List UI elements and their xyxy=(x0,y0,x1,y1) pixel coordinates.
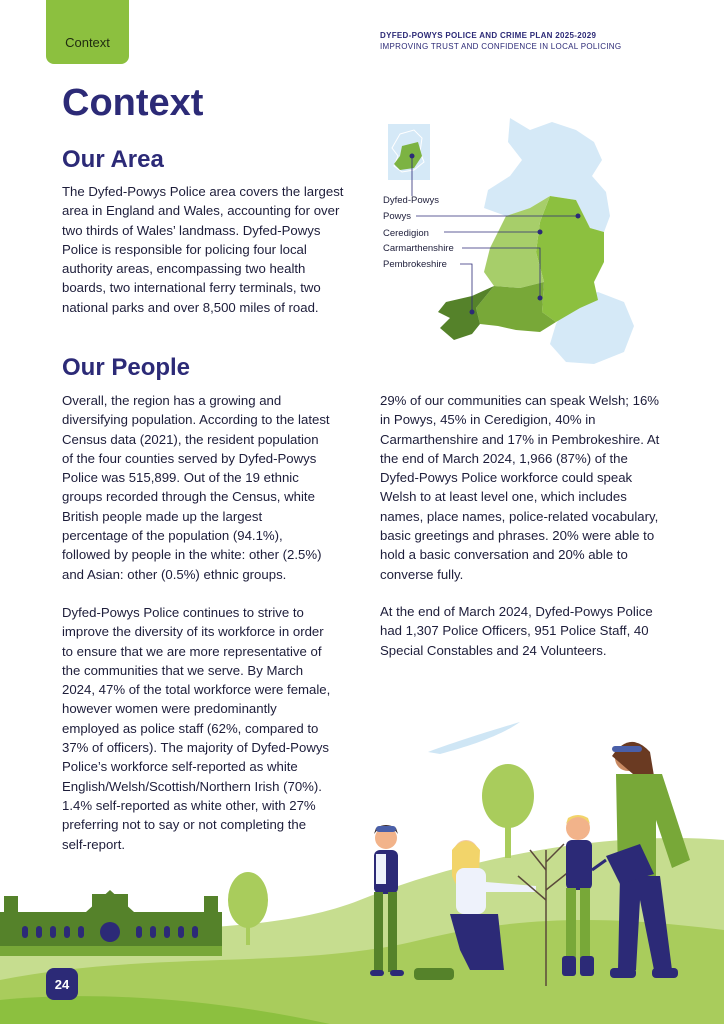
cloud-streak xyxy=(428,722,520,754)
page-title: Context xyxy=(62,82,204,124)
header-subtitle: IMPROVING TRUST AND CONFIDENCE IN LOCAL POLICING xyxy=(380,42,622,51)
workforce-diversity-paragraph: Dyfed-Powys Police continues to strive to improve the diversity of its workforce in order to ensure that we are more representative of the communities that we serve. By March 2024, 47% of the total workforce were female, however women were predominantly employed as police staff (62%, compared to 37% of officers). The majority of Dyfed-Powys Police’s workforce self-reported as white English/Welsh/Scottish/Northern Irish (70%). 1.4% self-reported as white other, with 27% preferring not to say or not completing the self-report. xyxy=(62,605,331,852)
section-tab xyxy=(46,0,129,64)
ceredigion-marker xyxy=(538,230,543,235)
population-paragraph: Overall, the region has a growing and diversifying population. According to the latest Census data (2021), the resident population of the four counties served by Dyfed-Powys Police was 515,899. Out of the 19 ethnic groups recorded through the Census, white British people made up the largest percentage of the population (94.1%), followed by people in the white: other (2.5%) and Asian: other (0.5%) ethnic groups. xyxy=(62,393,330,582)
header-plan-title: DYFED-POWYS POLICE AND CRIME PLAN 2025-2029 xyxy=(380,31,597,40)
map-label-dyfed-powys: Dyfed-Powys xyxy=(383,195,439,206)
welsh-language-paragraph: 29% of our communities can speak Welsh; 16% in Powys, 45% in Ceredigion, 40% in Carmarthenshire and 17% in Pembrokeshire. At the end of March 2024, 1,966 (87%) of the Dyfed-Powys Police workforce could speak Welsh to at least level one, which includes names, place names, police-related vocabulary, basic greetings and phrases. 20% were able to hold a basic conversation and 20% able to converse fully. xyxy=(380,393,660,582)
building-icon xyxy=(0,890,222,956)
middle-tree-trunk xyxy=(505,818,511,858)
page-number-badge xyxy=(46,968,78,1000)
our-people-heading: Our People xyxy=(62,354,191,381)
map-label-ceredigion: Ceredigion xyxy=(383,228,429,239)
map-label-carmarthenshire: Carmarthenshire xyxy=(383,243,454,254)
our-area-heading: Our Area xyxy=(62,146,164,173)
our-area-paragraph: The Dyfed-Powys Police area covers the largest area in England and Wales, accounting for over two thirds of Wales’ landmass. Dyfed-Powys Police is responsible for policing four local authority areas, encompassing two health boards, two international ferry terminals, two national parks and over 8,500 miles of road. xyxy=(62,184,344,315)
community-planting-illustration xyxy=(0,700,724,1024)
powys-marker xyxy=(576,214,581,219)
map-label-pembrokeshire: Pembrokeshire xyxy=(383,259,447,270)
left-tree-trunk xyxy=(246,915,250,945)
wales-map xyxy=(380,112,640,372)
workforce-numbers-paragraph: At the end of March 2024, Dyfed-Powys Police had 1,307 Police Officers, 951 Police Staff, 40 Special Constables and 24 Volunteers. xyxy=(380,604,653,658)
page-number: 24 xyxy=(54,976,70,992)
map-label-powys: Powys xyxy=(383,211,411,222)
section-tab-label: Context xyxy=(65,35,110,50)
document-header xyxy=(380,30,621,52)
carmarthenshire-marker xyxy=(538,296,543,301)
pembrokeshire-marker xyxy=(470,310,475,315)
